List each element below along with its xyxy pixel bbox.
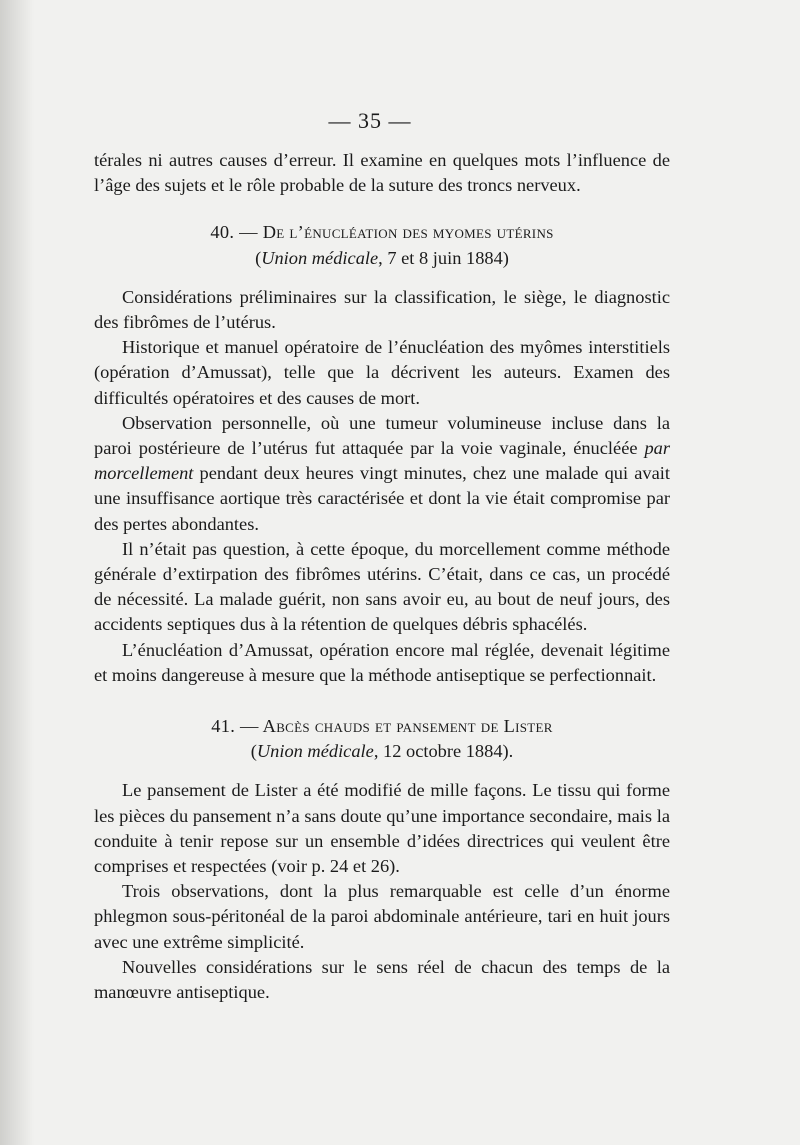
section-40-paragraph-3 <box>94 411 670 537</box>
section-41-heading <box>94 714 670 764</box>
section-40-paragraph-1: Considérations préliminaires sur la classification, le siège, le diagnostic des fibrômes de l’utérus. <box>94 286 670 333</box>
section-41-date: , 12 octobre 1884). <box>373 741 514 762</box>
section-41-body <box>94 778 670 1005</box>
section-40-title: 40. — De l’énucléation des myomes utérins <box>210 222 554 243</box>
section-41-paragraph-1: Le pansement de Lister a été modifié de mille façons. Le tissu qui forme les pièces du pansement n’a sans doute qu’une importance secondaire, mais la conduite à tenir repose sur un ensemble d’idées directrices qui veulent être comprises et respectées (voir p. 24 et 26). <box>94 780 670 877</box>
section-40-paragraph-3-end: pendant deux heures vingt minutes, chez une malade qui avait une insuffisance aortique très caractérisée et dont la vie était compromise par des pertes abondantes. <box>94 463 670 534</box>
section-40-body <box>94 285 670 688</box>
section-40-paragraph-2: Historique et manuel opératoire de l’énucléation des myômes interstitiels (opération d’Amussat), telle que la décrivent les auteurs. Examen des difficultés opératoires et des causes de mort. <box>94 337 670 408</box>
intro-paragraph: térales ni autres causes d’erreur. Il examine en quelques mots l’influence de l’âge des sujets et le rôle probable de la suture des troncs nerveux. <box>94 150 670 196</box>
section-40-date: , 7 et 8 juin 1884) <box>378 247 509 268</box>
section-40-paragraph-5: L’énucléation d’Amussat, opération encore mal réglée, devenait légitime et moins dangereuse à mesure que la méthode antiseptique se perfectionnait. <box>94 639 670 685</box>
section-40-paragraph-4: Il n’était pas question, à cette époque, du morcellement comme méthode générale d’extirpation des fibrômes utérins. C’était, dans ce cas, un procédé de nécessité. La malade guérit, non sans avoir eu, au bout de neuf jours, des accidents septiques dus à la rétention de quelques débris sphacélés. <box>94 538 670 635</box>
section-40-heading <box>94 220 670 270</box>
section-41-source: (Union médicale, 12 octobre 1884). <box>250 741 514 762</box>
page-body <box>94 148 670 1005</box>
section-40-paragraph-3-start: Observation personnelle, où une tumeur volumineuse incluse dans la paroi postérieure de l’utérus fut attaquée par la voie vaginale, énucléée <box>94 412 670 459</box>
section-40-source: (Union médicale, 7 et 8 juin 1884) <box>255 247 509 268</box>
section-41-title: 41. — Abcès chauds et pansement de Lister <box>211 716 553 737</box>
page-number: — 35 — <box>328 108 412 133</box>
section-40-paragraph-3-emphasis: par morcellement <box>94 438 670 484</box>
section-41-paragraph-3: Nouvelles considérations sur le sens réel de chacun des temps de la manœuvre antiseptique. <box>94 956 670 1003</box>
section-41-journal: Union médicale <box>256 741 374 762</box>
section-40-journal: Union médicale <box>261 247 379 268</box>
section-41-paragraph-2: Trois observations, dont la plus remarquable est celle d’un énorme phlegmon sous-péritonéal de la paroi abdominale antérieure, tari en huit jours avec une extrême simplicité. <box>94 881 670 952</box>
